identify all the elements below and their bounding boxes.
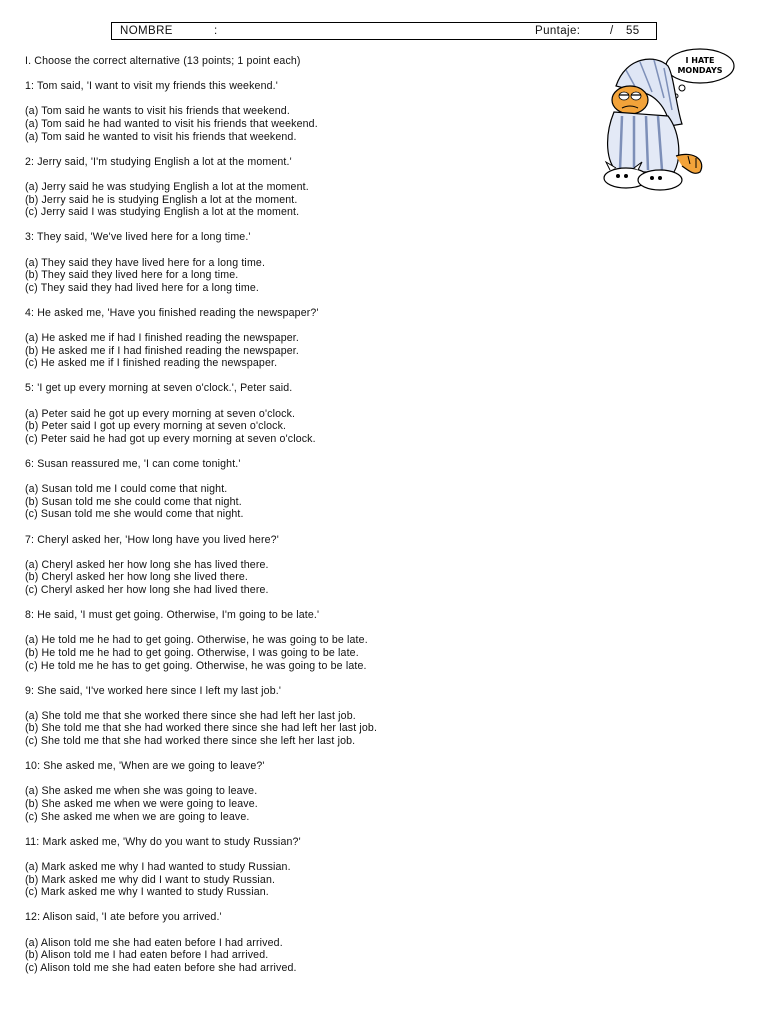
nombre-label: NOMBRE [120,25,173,37]
question-prompt: 7: Cheryl asked her, 'How long have you lived here?' [25,533,279,546]
option: (c) They said they had lived here for a long time. [25,281,260,294]
question-prompt: 10: She asked me, 'When are we going to leave?' [25,760,265,773]
question-1 [25,80,585,143]
option: (b) He asked me if I had finished reading the newspaper. [25,344,299,357]
bubble-text-line2: MONDAYS [677,66,723,75]
question-7 [25,534,585,597]
option: (a) She asked me when she was going to leave. [25,785,258,798]
bubble-text-line1: I HATE [685,56,715,65]
option: (a) She told me that she worked there since she had left her last job. [25,709,356,722]
option: (c) Peter said he had got up every morning at seven o'clock. [25,432,316,445]
option: (a) Cheryl asked her how long she has lived there. [25,558,269,571]
question-prompt: 1: Tom said, 'I want to visit my friends this weekend.' [25,80,278,93]
puntaje-slash: / [610,25,614,37]
question-prompt: 9: She said, 'I've worked here since I left my last job.' [25,684,282,697]
garfield-cartoon-icon [596,46,738,192]
question-options [25,861,585,899]
question-5 [25,382,585,445]
option: (c) Susan told me she would come that night. [25,508,244,521]
option: (a) He asked me if had I finished reading the newspaper. [25,332,299,345]
question-prompt: 12: Alison said, 'I ate before you arrived.' [25,911,222,924]
option: (a) Alison told me she had eaten before I had arrived. [25,936,283,949]
question-options [25,937,585,975]
option: (c) Cheryl asked her how long she had lived there. [25,583,269,596]
option: (a) Tom said he wants to visit his friends that weekend. [25,105,290,118]
option: (b) Peter said I got up every morning at seven o'clock. [25,420,287,433]
question-options [25,634,585,672]
question-prompt: 5: 'I get up every morning at seven o'clock.', Peter said. [25,382,293,395]
option: (b) He told me he had to get going. Otherwise, I was going to be late. [25,646,359,659]
question-prompt: 4: He asked me, 'Have you finished reading the newspaper?' [25,306,319,319]
option: (a) Jerry said he was studying English a lot at the moment. [25,180,309,193]
option: (b) Cheryl asked her how long she lived there. [25,571,249,584]
question-3 [25,231,585,294]
question-options [25,408,585,446]
question-options [25,483,585,521]
question-options [25,105,585,143]
option: (a) He told me he had to get going. Otherwise, he was going to be late. [25,634,368,647]
question-9 [25,685,585,748]
question-6 [25,458,585,521]
option: (b) She asked me when we were going to leave. [25,798,258,811]
puntaje-total: 55 [626,25,640,37]
name-score-box [111,22,657,40]
option: (a) They said they have lived here for a long time. [25,256,266,269]
question-options [25,559,585,597]
option: (c) Jerry said I was studying English a lot at the moment. [25,206,300,219]
option: (a) Susan told me I could come that night. [25,483,228,496]
option: (b) Jerry said he is studying English a lot at the moment. [25,193,298,206]
option: (b) Susan told me she could come that night. [25,495,242,508]
option: (b) Alison told me I had eaten before I had arrived. [25,949,269,962]
option: (a) Tom said he had wanted to visit his friends that weekend. [25,117,318,130]
question-10 [25,760,585,823]
question-2 [25,156,585,219]
option: (c) He told me he has to get going. Otherwise, he was going to be late. [25,659,367,672]
option: (b) They said they lived here for a long time. [25,269,239,282]
option: (c) She asked me when we are going to leave. [25,810,250,823]
option: (b) She told me that she had worked there since she had left her last job. [25,722,378,735]
question-options [25,785,585,823]
option: (c) She told me that she had worked there since she left her last job. [25,735,356,748]
option: (b) Mark asked me why did I want to study Russian. [25,873,276,886]
option: (a) Mark asked me why I had wanted to study Russian. [25,861,291,873]
question-options [25,257,585,295]
question-options [25,181,585,219]
question-prompt: 11: Mark asked me, 'Why do you want to study Russian?' [25,835,301,848]
question-11 [25,836,585,899]
question-prompt: 3: They said, 'We've lived here for a long time.' [25,231,251,244]
exercise-content [25,55,585,987]
option: (a) Peter said he got up every morning at seven o'clock. [25,407,296,420]
option: (c) Mark asked me why I wanted to study Russian. [25,886,269,899]
question-prompt: 6: Susan reassured me, 'I can come tonight.' [25,458,241,470]
instructions: I. Choose the correct alternative (13 points; 1 point each) [25,55,301,67]
question-prompt: 2: Jerry said, 'I'm studying English a lot at the moment.' [25,155,292,168]
question-8 [25,609,585,672]
question-prompt: 8: He said, 'I must get going. Otherwise, I'm going to be late.' [25,609,320,622]
question-4 [25,307,585,370]
question-12 [25,911,585,974]
option: (c) Alison told me she had eaten before she had arrived. [25,961,297,974]
question-options [25,710,585,748]
option: (c) He asked me if I finished reading the newspaper. [25,357,278,370]
question-options [25,332,585,370]
puntaje-label: Puntaje: [535,25,581,37]
option: (a) Tom said he wanted to visit his friends that weekend. [25,130,297,143]
nombre-colon: : [214,25,218,37]
